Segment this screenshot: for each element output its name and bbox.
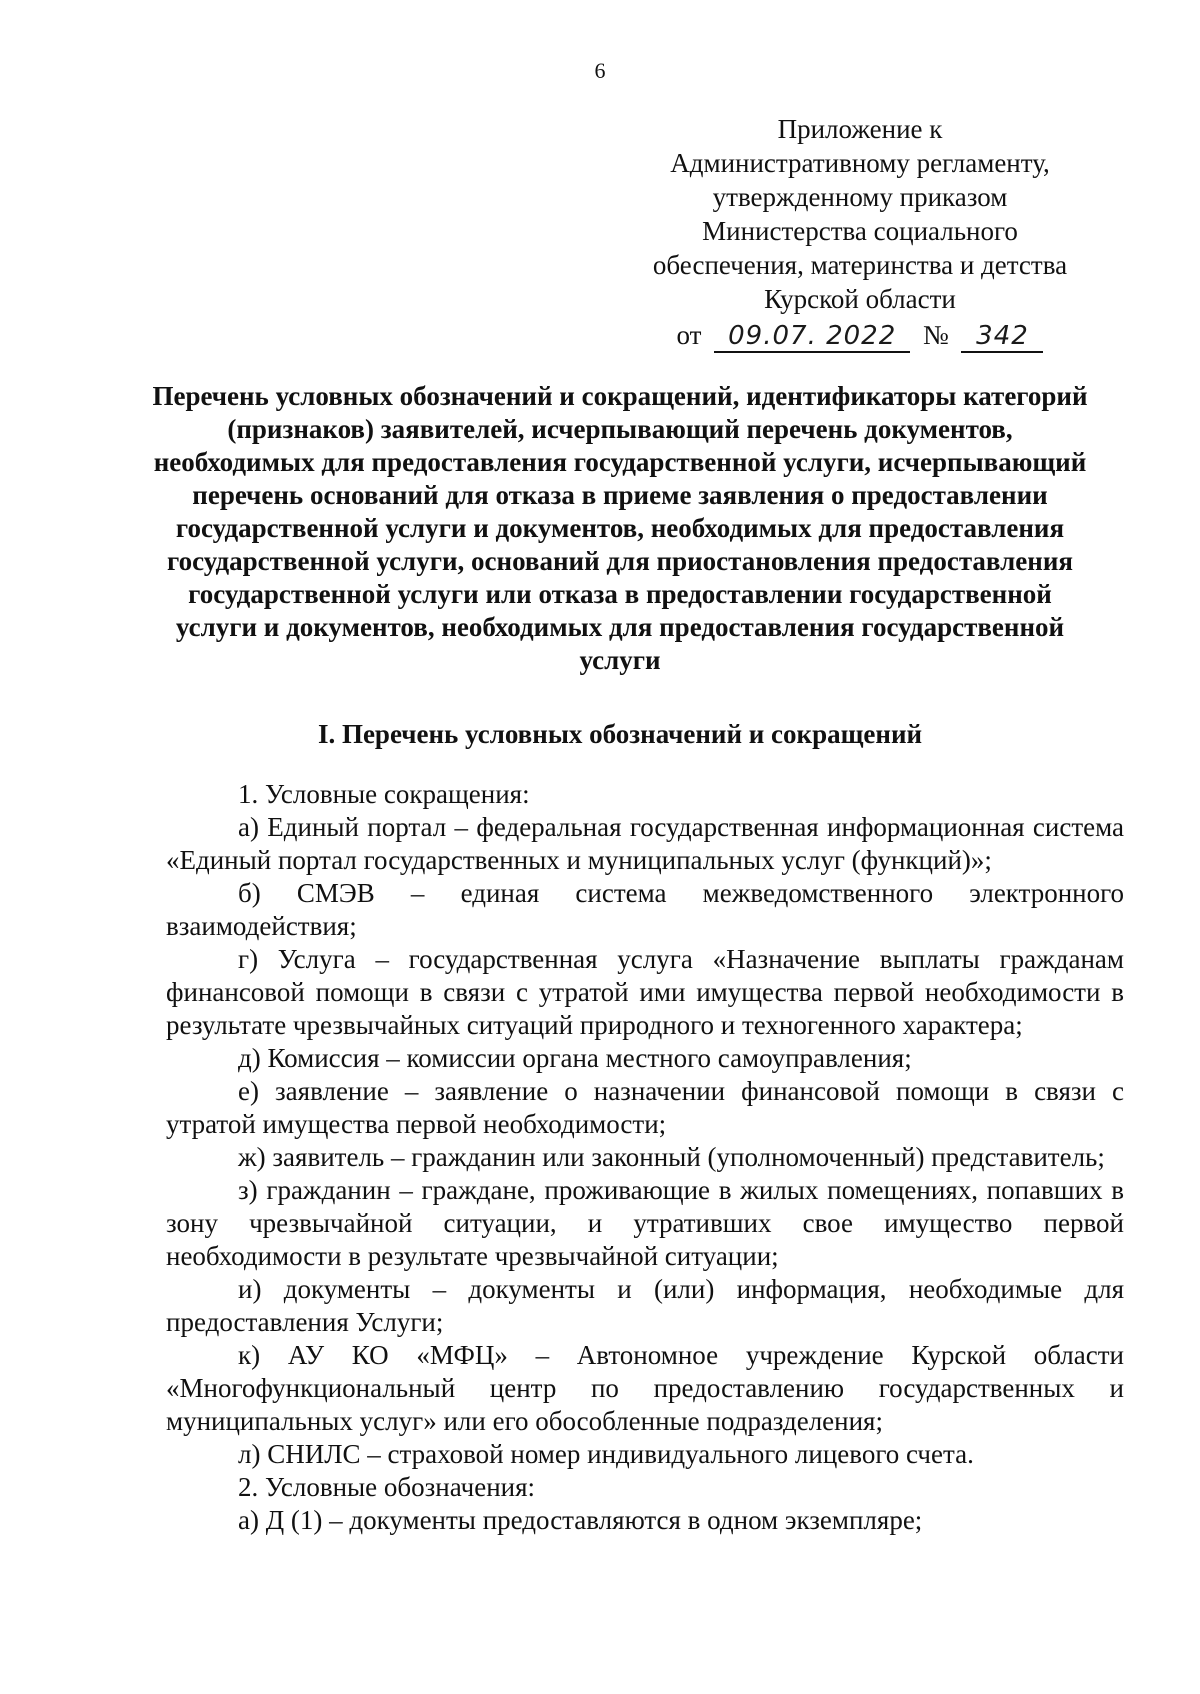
appendix-block bbox=[640, 112, 1080, 353]
date-prefix: от bbox=[676, 320, 702, 350]
appendix-line: обеспечения, материнства и детства bbox=[652, 250, 1068, 280]
paragraph: 2. Условные обозначения: bbox=[238, 1472, 536, 1502]
paragraph: 1. Условные сокращения: bbox=[238, 779, 530, 809]
paragraph: и) документы – документы и (или) информация, необходимые для предоставления Услуги; bbox=[166, 1274, 1124, 1337]
section-title: I. Перечень условных обозначений и сокращений bbox=[317, 719, 923, 749]
handwritten-number: 342 bbox=[961, 321, 1043, 353]
paragraph: г) Услуга – государственная услуга «Назначение выплаты гражданам финансовой помощи в связи с утратой ими имущества первой необходимости в результате чрезвычайных ситуаций природного и техногенного характера; bbox=[166, 944, 1124, 1040]
paragraph: л) СНИЛС – страховой номер индивидуального лицевого счета. bbox=[238, 1439, 974, 1469]
handwritten-date: 09.07. 2022 bbox=[714, 321, 910, 353]
paragraph: ж) заявитель – гражданин или законный (уполномоченный) представитель; bbox=[238, 1142, 1105, 1172]
page-number: 6 bbox=[594, 58, 606, 83]
paragraph: з) гражданин – граждане, проживающие в жилых помещениях, попавших в зону чрезвычайной ситуации, и утративших свое имущество первой необходимости в результате чрезвычайной ситуации; bbox=[166, 1175, 1124, 1271]
paragraph: к) АУ КО «МФЦ» – Автономное учреждение Курской области «Многофункциональный центр по предоставлению государственных и муниципальных услуг» или его обособленные подразделения; bbox=[166, 1340, 1124, 1436]
paragraph: а) Д (1) – документы предоставляются в одном экземпляре; bbox=[238, 1505, 923, 1535]
appendix-line: Административному регламенту, bbox=[670, 148, 1050, 178]
paragraph: д) Комиссия – комиссии органа местного самоуправления; bbox=[238, 1043, 912, 1073]
document-title: Перечень условных обозначений и сокращений, идентификаторы категорий (признаков) заявителей, исчерпывающий перечень документов, необходимых для предоставления государственной услуги, исчерпывающий перечень оснований для отказа в приеме заявления о предоставлении государственной услуги и документов, необходимых для предоставления государственной услуги, оснований для приостановления предоставления государственной услуги или отказа в предоставлении государственной услуги и документов, необходимых для предоставления государственной услуги bbox=[152, 381, 1088, 675]
appendix-line: Курской области bbox=[764, 284, 956, 314]
number-prefix: № bbox=[922, 320, 949, 350]
order-date-number bbox=[640, 318, 1080, 353]
appendix-line: утвержденному приказом bbox=[712, 182, 1008, 212]
appendix-line: Приложение к bbox=[777, 114, 943, 144]
appendix-line: Министерства социального bbox=[702, 216, 1018, 246]
document-body bbox=[166, 778, 1124, 1537]
paragraph: а) Единый портал – федеральная государственная информационная система «Единый портал государственных и муниципальных услуг (функций)»; bbox=[166, 812, 1124, 875]
paragraph: е) заявление – заявление о назначении финансовой помощи в связи с утратой имущества первой необходимости; bbox=[166, 1076, 1124, 1139]
paragraph: б) СМЭВ – единая система межведомственного электронного взаимодействия; bbox=[166, 878, 1124, 941]
